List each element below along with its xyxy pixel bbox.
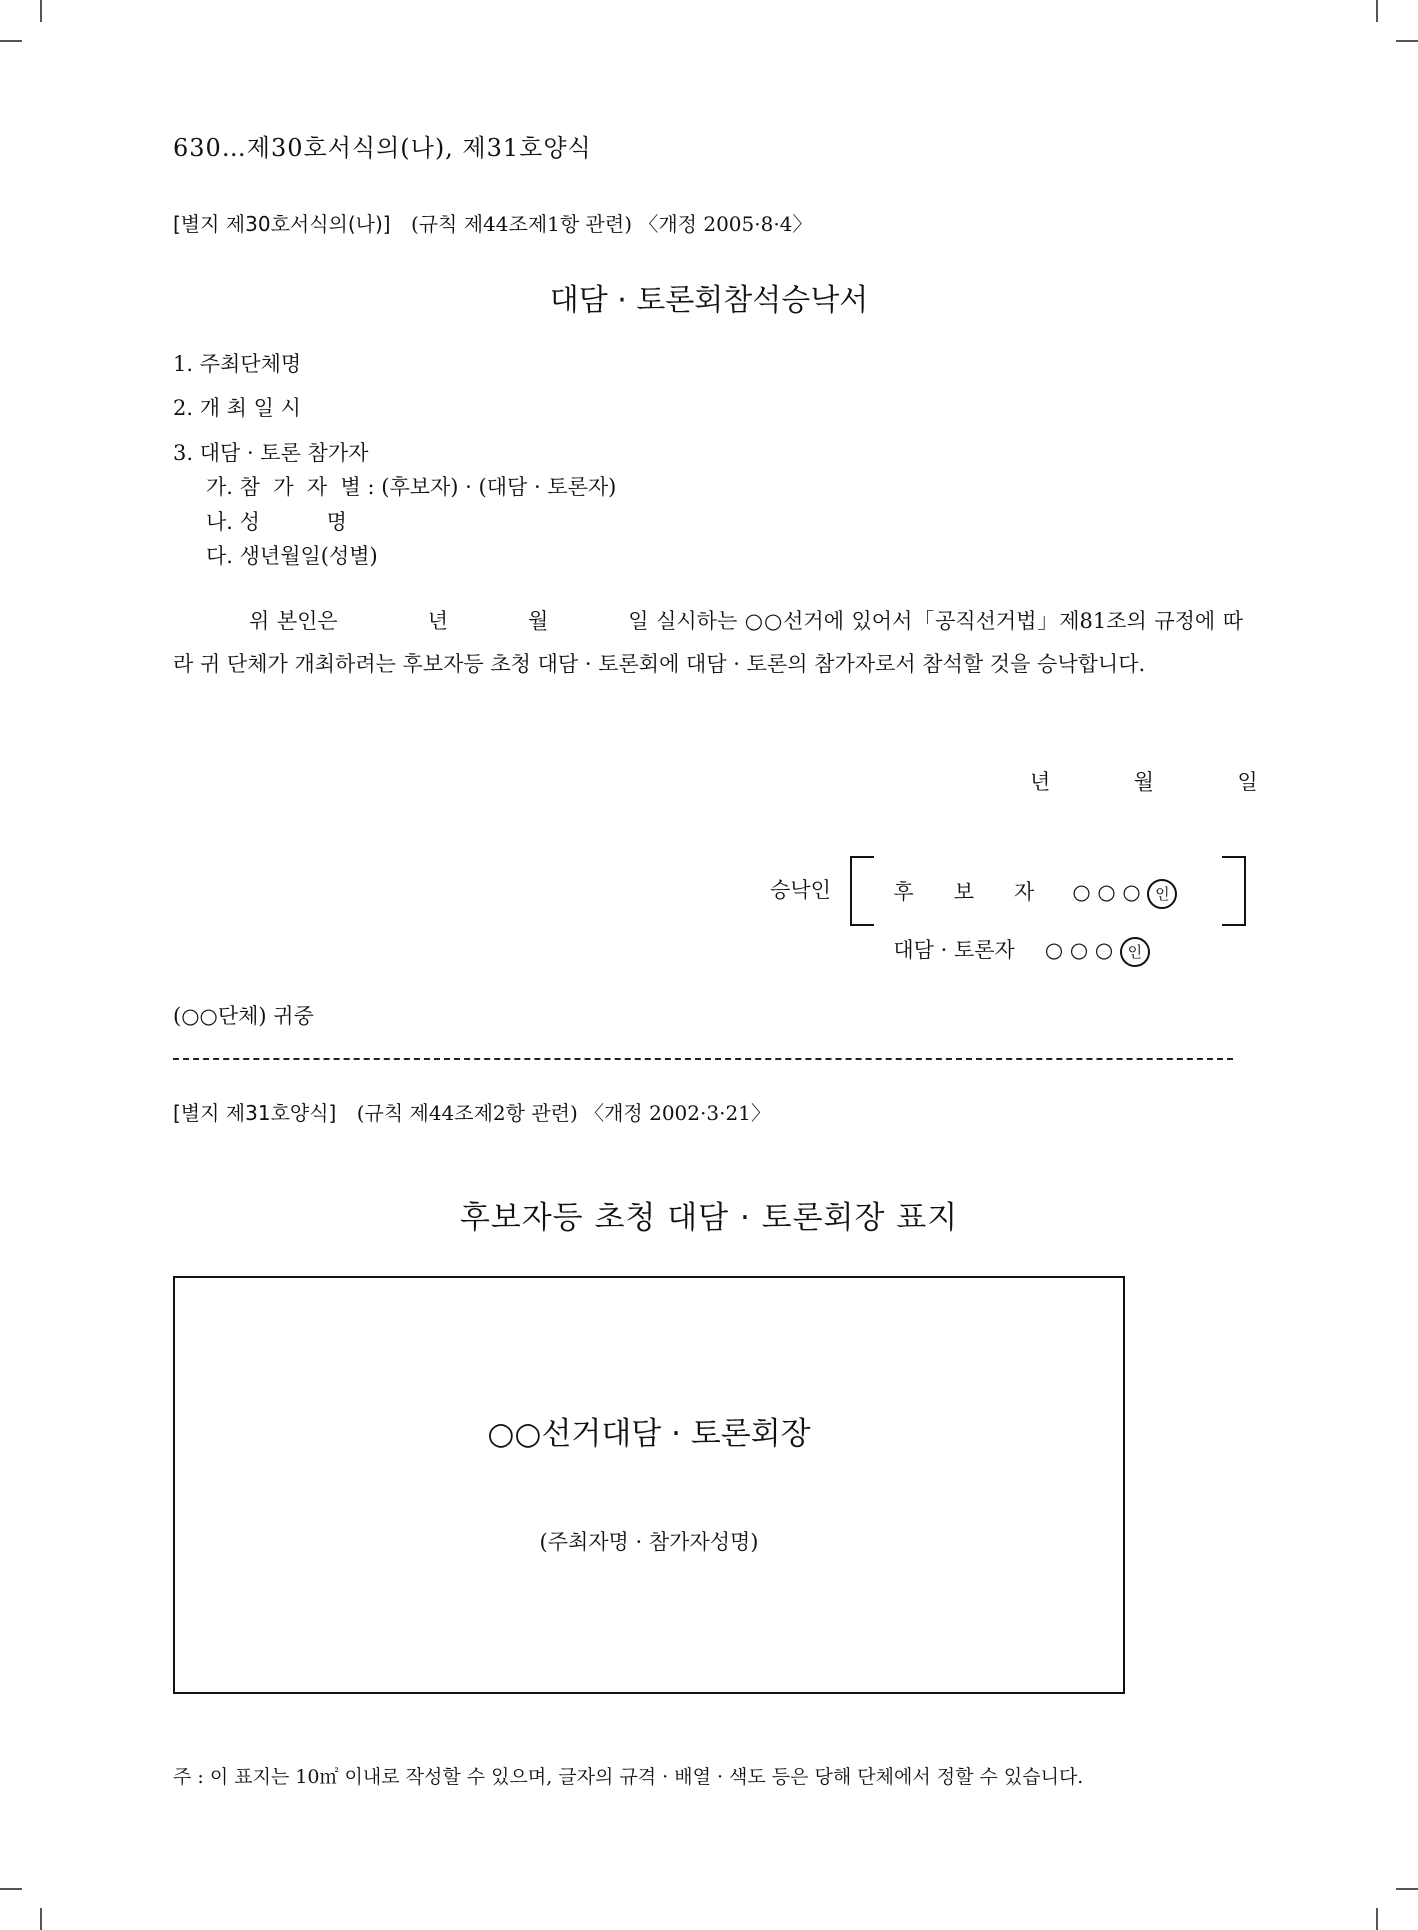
form2-title: 후보자등 초청 대담 · 토론회장 표지 bbox=[459, 1200, 959, 1236]
cut-line-divider bbox=[173, 1058, 1233, 1060]
form1-title: 대담 · 토론회참석승낙서 bbox=[549, 283, 869, 318]
addressee: (○○단체) 귀중 bbox=[173, 1004, 314, 1028]
consenter-candidate bbox=[880, 852, 1177, 909]
form1-ref-text: (규칙 제44조제1항 관련) 〈개정 2005·8·4〉 bbox=[410, 212, 813, 236]
crop-mark-top-left-h bbox=[0, 40, 22, 42]
consenter2-role: 대담 · 토론자 bbox=[893, 938, 1015, 962]
item-date-time: 2. 개 최 일 시 bbox=[173, 396, 301, 420]
date-month: 월 bbox=[1133, 770, 1154, 794]
para-start: 위 본인은 bbox=[249, 609, 338, 633]
form1-ref-label: [별지 제30호서식의(나)] bbox=[173, 212, 391, 236]
crop-mark-top-right-h bbox=[1396, 40, 1418, 42]
crop-mark-bottom-left-h bbox=[0, 1888, 22, 1890]
seal-icon: 인 bbox=[1120, 937, 1150, 967]
item-host-organization: 1. 주최단체명 bbox=[173, 352, 302, 376]
venue-sign-box bbox=[173, 1276, 1125, 1694]
left-bracket bbox=[850, 856, 874, 926]
page-header: 630…제30호서식의(나), 제31호양식 bbox=[173, 134, 592, 162]
date-day: 일 bbox=[1237, 770, 1258, 794]
consenter1-name: ○ ○ ○ bbox=[1072, 880, 1141, 904]
item-birthdate-sex: 다. 생년월일(성별) bbox=[206, 544, 378, 568]
signing-date bbox=[1030, 766, 1258, 796]
consenter2-name: ○ ○ ○ bbox=[1044, 938, 1114, 962]
form2-ref-label: [별지 제31호양식] bbox=[173, 1101, 337, 1125]
item-participant-type: 가. 참 가 자 별 : (후보자) · (대담 · 토론자) bbox=[206, 475, 617, 499]
right-bracket bbox=[1222, 856, 1246, 926]
para-month: 월 bbox=[527, 609, 549, 633]
venue-sign-title: ○○선거대담 · 토론회장 bbox=[487, 1416, 811, 1452]
form1-reference bbox=[173, 208, 812, 237]
form2-ref-text: (규칙 제44조제2항 관련) 〈개정 2002·3·21〉 bbox=[356, 1101, 771, 1125]
crop-mark-bottom-right-v bbox=[1376, 1908, 1378, 1930]
crop-mark-top-right-v bbox=[1376, 0, 1378, 22]
crop-mark-bottom-right-h bbox=[1396, 1888, 1418, 1890]
consenter1-role: 후 보 자 bbox=[893, 880, 1035, 904]
crop-mark-top-left-v bbox=[40, 0, 42, 22]
form2-reference bbox=[173, 1097, 771, 1126]
consent-label: 승낙인 bbox=[770, 878, 831, 902]
item-name: 나. 성 명 bbox=[206, 510, 347, 534]
consent-paragraph bbox=[173, 600, 1243, 686]
date-year: 년 bbox=[1030, 770, 1051, 794]
para-year: 년 bbox=[427, 609, 448, 633]
consenter-debater bbox=[880, 910, 1150, 967]
para-rest: 일 실시하는 ○○선거에 있어서「공직선거법」제81조의 규정에 따라 귀 단체가 개최하려는 후보자등 초청 대담 · 토론회에 대담 · 토론의 참가자로서 참석할 것을 승낙합니다. bbox=[173, 609, 1243, 676]
seal-icon: 인 bbox=[1147, 879, 1177, 909]
crop-mark-bottom-left-v bbox=[40, 1908, 42, 1930]
footnote: 주 : 이 표지는 10㎡ 이내로 작성할 수 있으며, 글자의 규격 · 배열 · 색도 등은 당해 단체에서 정할 수 있습니다. bbox=[173, 1766, 1084, 1788]
item-participants: 3. 대담 · 토론 참가자 bbox=[173, 441, 369, 465]
venue-sign-subtitle: (주최자명 · 참가자성명) bbox=[539, 1530, 759, 1554]
